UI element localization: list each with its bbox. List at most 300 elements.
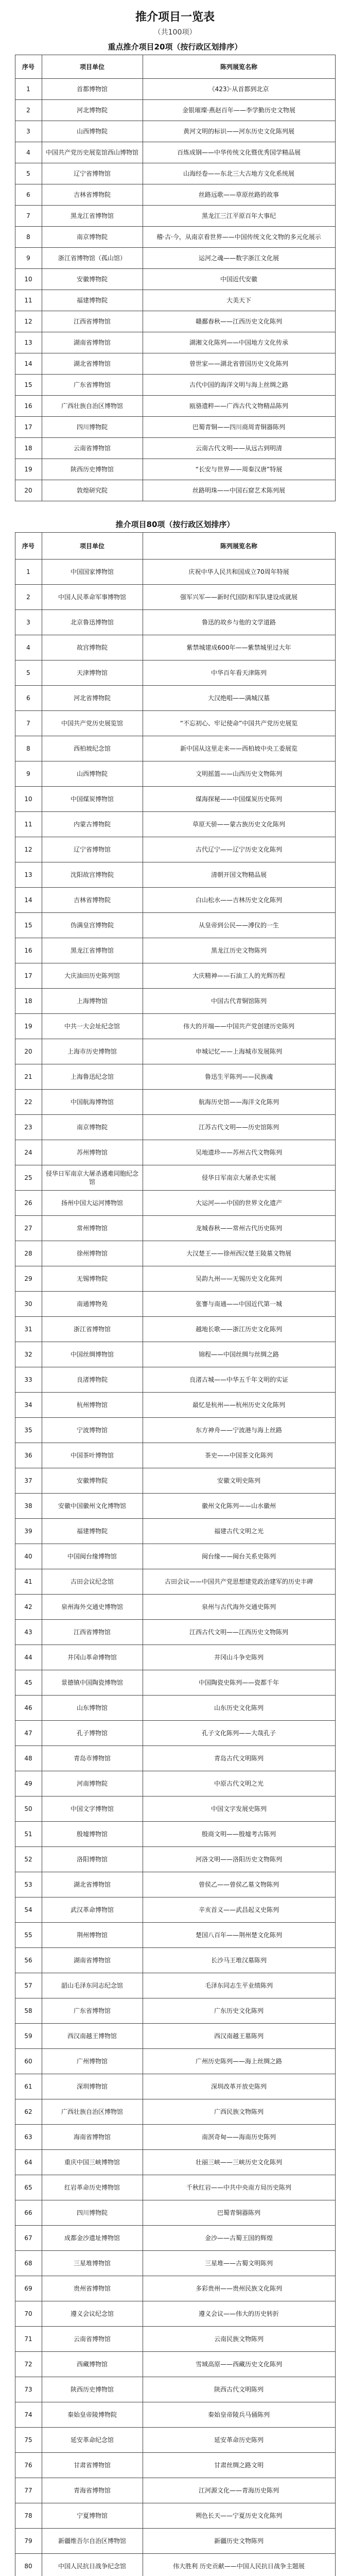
cell-index: 80 <box>15 2554 42 2576</box>
table-row <box>15 1140 335 1165</box>
table-row <box>15 1191 335 1216</box>
cell-unit: 青岛市博物馆 <box>42 1746 143 1771</box>
cell-exhibition: 黑龙江历史文物陈列 <box>143 938 335 963</box>
cell-exhibition: 遵义会议——伟大的历史转折 <box>143 2301 335 2327</box>
cell-unit: 辽宁省博物馆 <box>42 837 143 862</box>
cell-exhibition: 伟大的开端——中国共产党创建历史陈列 <box>143 1014 335 1039</box>
cell-exhibition: 文明摇篮——山西历史文物陈列 <box>143 761 335 787</box>
cell-index: 37 <box>15 1468 42 1494</box>
table-row <box>15 1342 335 1367</box>
table-row <box>15 2226 335 2251</box>
cell-unit: 海南省博物馆 <box>42 2125 143 2150</box>
table-row <box>15 353 335 375</box>
cell-exhibition: 东方神舟——宁波港与海上丝路 <box>143 1418 335 1443</box>
cell-unit: 山西博物院 <box>42 121 143 142</box>
cell-index: 14 <box>15 888 42 913</box>
cell-index: 39 <box>15 1519 42 1544</box>
cell-index: 47 <box>15 1721 42 1746</box>
table-row <box>15 2251 335 2276</box>
table-row <box>15 560 335 585</box>
cell-unit: 井冈山革命博物馆 <box>42 1645 143 1670</box>
cell-unit: 甘肃省博物馆 <box>42 2453 143 2478</box>
table-row <box>15 417 335 438</box>
cell-exhibition: 中国近代安徽 <box>143 269 335 290</box>
cell-index: 17 <box>15 417 42 438</box>
table-row <box>15 2200 335 2226</box>
cell-unit: 云南省博物馆 <box>42 2327 143 2352</box>
cell-unit: 苏州博物馆 <box>42 1140 143 1165</box>
cell-unit: 徐州博物馆 <box>42 1241 143 1266</box>
cell-unit: 陕西历史博物馆 <box>42 459 143 480</box>
cell-index: 12 <box>15 311 42 332</box>
cell-exhibition: 深圳改革开放史陈列 <box>143 2074 335 2099</box>
cell-unit: 浙江省博物馆 <box>42 1317 143 1342</box>
cell-unit: 西柏坡纪念馆 <box>42 736 143 761</box>
cell-unit: 良渚博物院 <box>42 1367 143 1393</box>
cell-index: 24 <box>15 1140 42 1165</box>
cell-index: 65 <box>15 2175 42 2200</box>
cell-index: 23 <box>15 1115 42 1140</box>
cell-index: 69 <box>15 2276 42 2301</box>
cell-index: 7 <box>15 206 42 227</box>
cell-unit: 广西壮族自治区博物馆 <box>42 2099 143 2125</box>
cell-index: 40 <box>15 1544 42 1569</box>
cell-index: 71 <box>15 2327 42 2352</box>
cell-unit: 无锡博物院 <box>42 1266 143 1292</box>
cell-unit: 荆州博物馆 <box>42 1923 143 1948</box>
cell-exhibition: 新疆历史文物陈列 <box>143 2529 335 2554</box>
cell-unit: 上海博物馆 <box>42 989 143 1014</box>
cell-exhibition: 中国陶瓷史陈列——瓷都千年 <box>143 1670 335 1696</box>
cell-exhibition: 长沙马王堆汉墓陈列 <box>143 1948 335 1973</box>
cell-unit: 常州博物馆 <box>42 1216 143 1241</box>
cell-exhibition: 毛泽东同志生平业绩陈列 <box>143 1973 335 1998</box>
cell-index: 19 <box>15 459 42 480</box>
cell-unit: 成都金沙遗址博物馆 <box>42 2226 143 2251</box>
cell-exhibition: 福建古代文明之光 <box>143 1519 335 1544</box>
table-row <box>15 1721 335 1746</box>
cell-index: 30 <box>15 1292 42 1317</box>
cell-index: 1 <box>15 560 42 585</box>
cell-exhibition: 江西古代文明——江西历史文物陈列 <box>143 1620 335 1645</box>
table-row <box>15 1923 335 1948</box>
cell-index: 66 <box>15 2200 42 2226</box>
cell-unit: 贵州省博物馆 <box>42 2276 143 2301</box>
cell-exhibition: 泉州与古代海外交通史陈列 <box>143 1595 335 1620</box>
cell-unit: 中国共产党历史展览馆 <box>42 711 143 736</box>
cell-index: 54 <box>15 1897 42 1923</box>
table-row <box>15 311 335 332</box>
table-row <box>15 989 335 1014</box>
cell-unit: 山西博物院 <box>42 761 143 787</box>
cell-unit: 黑龙江省博物馆 <box>42 938 143 963</box>
cell-unit: 南通博物苑 <box>42 1292 143 1317</box>
cell-exhibition: 张謇与南通——中国近代第一城 <box>143 1292 335 1317</box>
header-exhibition: 陈列展览名称 <box>143 55 335 79</box>
cell-index: 38 <box>15 1494 42 1519</box>
cell-exhibition: 辛亥首义——武昌起义史陈列 <box>143 1897 335 1923</box>
cell-exhibition: 新中国从这里走来——西柏坡中央工委展览 <box>143 736 335 761</box>
cell-exhibition: 运河之魂——数字浙江文化展 <box>143 248 335 269</box>
cell-unit: 上海市历史博物馆 <box>42 1039 143 1064</box>
cell-index: 67 <box>15 2226 42 2251</box>
cell-exhibition: 锦程——中国丝绸与丝绸之路 <box>143 1342 335 1367</box>
cell-index: 22 <box>15 1090 42 1115</box>
cell-exhibition: 大美天下 <box>143 290 335 311</box>
cell-index: 10 <box>15 787 42 812</box>
cell-unit: 新疆维吾尔自治区博物馆 <box>42 2529 143 2554</box>
cell-index: 9 <box>15 248 42 269</box>
cell-unit: 安徽中国徽州文化博物馆 <box>42 1494 143 1519</box>
cell-exhibition: 航海历史馆——海洋文化陈列 <box>143 1090 335 1115</box>
cell-exhibition: 清朝开国文物精品展 <box>143 862 335 888</box>
table-row <box>15 227 335 248</box>
cell-index: 49 <box>15 1771 42 1797</box>
cell-index: 11 <box>15 290 42 311</box>
cell-index: 6 <box>15 686 42 711</box>
cell-index: 36 <box>15 1443 42 1468</box>
cell-unit: 福建博物院 <box>42 1519 143 1544</box>
table-row <box>15 459 335 480</box>
cell-unit: 湖南省博物馆 <box>42 332 143 353</box>
cell-exhibition: 申城记忆——上海城市发展陈列 <box>143 1039 335 1064</box>
table-row <box>15 1696 335 1721</box>
table-row <box>15 1367 335 1393</box>
cell-exhibition: 紫禁城建成600年——紫禁城里过大年 <box>143 635 335 660</box>
cell-exhibition: 广州历史陈列——海上丝绸之路 <box>143 2049 335 2074</box>
cell-unit: 洛阳博物馆 <box>42 1847 143 1872</box>
cell-exhibition: 延安革命历史陈列 <box>143 2428 335 2453</box>
cell-index: 11 <box>15 812 42 837</box>
cell-index: 57 <box>15 1973 42 1998</box>
cell-unit: 中国茶叶博物馆 <box>42 1443 143 1468</box>
cell-exhibition: 白山松水——吉林历史文化陈列 <box>143 888 335 913</box>
cell-exhibition: 曾世家——湖北省曾国历史文化陈列 <box>143 353 335 375</box>
cell-unit: 深圳博物馆 <box>42 2074 143 2099</box>
cell-exhibition: 山东历史文化陈列 <box>143 1696 335 1721</box>
cell-exhibition: 黑龙江三江平原百年大事纪 <box>143 206 335 227</box>
header-index: 序号 <box>15 55 42 79</box>
cell-unit: 伪满皇宫博物院 <box>42 913 143 938</box>
cell-index: 42 <box>15 1595 42 1620</box>
cell-exhibition: “不忘初心、牢记使命”中国共产党历史展览 <box>143 711 335 736</box>
table-row <box>15 100 335 121</box>
table-row <box>15 2327 335 2352</box>
table-row <box>15 2402 335 2428</box>
cell-exhibition: 中华百年看天津陈列 <box>143 660 335 686</box>
cell-index: 48 <box>15 1746 42 1771</box>
cell-unit: 西藏博物馆 <box>42 2352 143 2377</box>
table-row <box>15 2529 335 2554</box>
cell-exhibition: 吴地遗珍——苏州古代文物陈列 <box>143 1140 335 1165</box>
cell-unit: 黑龙江省博物馆 <box>42 206 143 227</box>
table-row <box>15 480 335 501</box>
cell-unit: 山东博物馆 <box>42 1696 143 1721</box>
cell-exhibition: 黄河文明的标识——河东历史文化陈列展 <box>143 121 335 142</box>
cell-exhibition: 南溟奇甸——海南历史陈列 <box>143 2125 335 2150</box>
cell-index: 77 <box>15 2478 42 2503</box>
cell-exhibition: 古代中国的海洋文明与海上丝绸之路 <box>143 375 335 396</box>
cell-exhibition: 鲁迅的故乡与他的文学道路 <box>143 610 335 635</box>
table-header-row <box>15 533 335 560</box>
cell-index: 1 <box>15 79 42 100</box>
cell-exhibition: 伟大胜利 历史贡献——中国人民抗日战争主题展 <box>143 2554 335 2576</box>
cell-unit: 安徽博物院 <box>42 1468 143 1494</box>
table-row <box>15 2554 335 2576</box>
table-row <box>15 1064 335 1090</box>
table-row <box>15 2125 335 2150</box>
cell-exhibition: 多彩贵州——贵州民族文化陈列 <box>143 2276 335 2301</box>
projects-table <box>15 532 336 2576</box>
cell-exhibition: 中国文字发展史陈列 <box>143 1797 335 1822</box>
table-row <box>15 1090 335 1115</box>
cell-index: 27 <box>15 1216 42 1241</box>
header-unit: 项目单位 <box>42 55 143 79</box>
cell-exhibition: 古代辽宁——辽宁历史文化陈列 <box>143 837 335 862</box>
cell-exhibition: 良渚古城——中华五千年文明的实证 <box>143 1367 335 1393</box>
table-row <box>15 1468 335 1494</box>
cell-unit: 南京博物院 <box>42 1115 143 1140</box>
cell-index: 60 <box>15 2049 42 2074</box>
table-row <box>15 1998 335 2024</box>
cell-exhibition: 百炼成钢——中华传统文化暨优秀国学精品展 <box>143 142 335 163</box>
table-row <box>15 332 335 353</box>
cell-index: 76 <box>15 2453 42 2478</box>
cell-unit: 杭州博物馆 <box>42 1393 143 1418</box>
cell-index: 32 <box>15 1342 42 1367</box>
table-row <box>15 585 335 610</box>
table-row <box>15 2024 335 2049</box>
table-row <box>15 1771 335 1797</box>
cell-unit: 孔子博物馆 <box>42 1721 143 1746</box>
cell-unit: 广东省博物馆 <box>42 1998 143 2024</box>
cell-index: 41 <box>15 1569 42 1595</box>
cell-index: 58 <box>15 1998 42 2024</box>
cell-exhibition: 大汉楚王——徐州西汉楚王陵墓文物展 <box>143 1241 335 1266</box>
table-row <box>15 1266 335 1292</box>
cell-index: 20 <box>15 480 42 501</box>
cell-exhibition: 青岛古代文明陈列 <box>143 1746 335 1771</box>
cell-unit: 湖南省博物馆 <box>42 1948 143 1973</box>
cell-exhibition: 殷商文明——殷墟考古陈列 <box>143 1822 335 1847</box>
table-row <box>15 1569 335 1595</box>
cell-unit: 江西省博物馆 <box>42 1620 143 1645</box>
cell-index: 31 <box>15 1317 42 1342</box>
cell-index: 10 <box>15 269 42 290</box>
cell-exhibition: 鲁迅生平陈列——民族魂 <box>143 1064 335 1090</box>
table-row <box>15 1948 335 1973</box>
cell-exhibition: 金银璀璨·燕赵百年——李学勤历史文物展 <box>143 100 335 121</box>
cell-exhibition: 从皇帝到公民——溥仪的一生 <box>143 913 335 938</box>
cell-exhibition: 朔色长天——宁夏历史文化陈列 <box>143 2503 335 2529</box>
cell-index: 45 <box>15 1670 42 1696</box>
cell-index: 4 <box>15 635 42 660</box>
cell-unit: 四川博物院 <box>42 417 143 438</box>
cell-exhibition: 金沙——古蜀王国的辉煌 <box>143 2226 335 2251</box>
cell-unit: 河南博物院 <box>42 1771 143 1797</box>
cell-unit: 延安革命纪念馆 <box>42 2428 143 2453</box>
cell-exhibition: 广西民族文物陈列 <box>143 2099 335 2125</box>
table-row <box>15 121 335 142</box>
cell-unit: 吉林省博物院 <box>42 184 143 206</box>
cell-exhibition: 陕西古代文明陈列 <box>143 2377 335 2402</box>
cell-exhibition: 强军兴军——新时代国防和军队建设成就展 <box>143 585 335 610</box>
section1-title: 重点推介项目20项（按行政区划排序） <box>108 42 242 52</box>
cell-exhibition: 巴蜀青铜——四川商周青铜器陈列 <box>143 417 335 438</box>
cell-index: 3 <box>15 121 42 142</box>
table-row <box>15 2301 335 2327</box>
cell-exhibition: 吴韵九州——无锡历史文化陈列 <box>143 1266 335 1292</box>
section2-title: 推介项目80项（按行政区划排序） <box>115 520 235 529</box>
cell-index: 70 <box>15 2301 42 2327</box>
cell-index: 43 <box>15 1620 42 1645</box>
table-row <box>15 142 335 163</box>
cell-exhibition: 山海经卷——东北三大古地方文化系统展 <box>143 163 335 184</box>
cell-index: 13 <box>15 332 42 353</box>
cell-index: 21 <box>15 1064 42 1090</box>
cell-unit: 辽宁省博物馆 <box>42 163 143 184</box>
cell-exhibition: 井冈山斗争史陈列 <box>143 1645 335 1670</box>
table-row <box>15 1014 335 1039</box>
table-row <box>15 1519 335 1544</box>
cell-unit: 中国煤炭博物馆 <box>42 787 143 812</box>
table-row <box>15 2175 335 2200</box>
cell-exhibition: 煤海探秘——中国煤炭历史陈列 <box>143 787 335 812</box>
cell-exhibition: 曾侯乙——曾侯乙墓文物陈列 <box>143 1872 335 1897</box>
table-row <box>15 269 335 290</box>
cell-index: 20 <box>15 1039 42 1064</box>
cell-index: 5 <box>15 163 42 184</box>
cell-unit: 中国航海博物馆 <box>42 1090 143 1115</box>
cell-index: 51 <box>15 1822 42 1847</box>
table-row <box>15 290 335 311</box>
cell-unit: 重庆中国三峡博物馆 <box>42 2150 143 2175</box>
cell-unit: 中国丝绸博物馆 <box>42 1342 143 1367</box>
table-row <box>15 862 335 888</box>
cell-index: 52 <box>15 1847 42 1872</box>
cell-exhibition: 广东历史文化陈列 <box>143 1998 335 2024</box>
cell-exhibition: 巴蜀青铜器陈列 <box>143 2200 335 2226</box>
cell-exhibition: 草原天骄——蒙古族历史文化陈列 <box>143 812 335 837</box>
cell-unit: 中国文字博物馆 <box>42 1797 143 1822</box>
cell-exhibition: 中国古代青铜馆陈列 <box>143 989 335 1014</box>
cell-index: 63 <box>15 2125 42 2150</box>
cell-unit: 吉林省博物院 <box>42 888 143 913</box>
table-row <box>15 396 335 417</box>
table-row <box>15 1039 335 1064</box>
cell-unit: 中国人民革命军事博物馆 <box>42 585 143 610</box>
table-row <box>15 1494 335 1519</box>
table-row <box>15 375 335 396</box>
cell-index: 78 <box>15 2503 42 2529</box>
cell-exhibition: 西汉南越王墓陈列 <box>143 2024 335 2049</box>
cell-unit: 古田会议纪念馆 <box>42 1569 143 1595</box>
cell-unit: 河北博物院 <box>42 100 143 121</box>
table-row <box>15 2276 335 2301</box>
cell-index: 56 <box>15 1948 42 1973</box>
cell-unit: 宁夏博物馆 <box>42 2503 143 2529</box>
table-row <box>15 2049 335 2074</box>
table-row <box>15 938 335 963</box>
cell-index: 18 <box>15 438 42 459</box>
cell-exhibition: 丝路明珠——中国石窟艺术陈列展 <box>143 480 335 501</box>
cell-unit: 福建博物院 <box>42 290 143 311</box>
cell-index: 17 <box>15 963 42 989</box>
cell-index: 55 <box>15 1923 42 1948</box>
cell-exhibition: 稽·古·今，从南京看世界——中国传统文化文物的多元化展示 <box>143 227 335 248</box>
cell-unit: 中共一大会址纪念馆 <box>42 1014 143 1039</box>
table-row <box>15 1115 335 1140</box>
header-index: 序号 <box>15 533 42 560</box>
table-row <box>15 812 335 837</box>
header-unit: 项目单位 <box>42 533 143 560</box>
cell-exhibition: 龙城春秋——常州古代历史陈列 <box>143 1216 335 1241</box>
cell-index: 72 <box>15 2352 42 2377</box>
cell-index: 2 <box>15 585 42 610</box>
cell-unit: 广州博物馆 <box>42 2049 143 2074</box>
cell-index: 28 <box>15 1241 42 1266</box>
table-row <box>15 761 335 787</box>
cell-exhibition: 大庆精神——石油工人的光辉历程 <box>143 963 335 989</box>
cell-exhibition: 安徽文明史陈列 <box>143 1468 335 1494</box>
cell-index: 15 <box>15 375 42 396</box>
cell-index: 62 <box>15 2099 42 2125</box>
cell-index: 26 <box>15 1191 42 1216</box>
cell-index: 34 <box>15 1393 42 1418</box>
cell-unit: 南京博物院 <box>42 227 143 248</box>
table-header-row <box>15 55 335 79</box>
table-row <box>15 837 335 862</box>
cell-index: 61 <box>15 2074 42 2099</box>
table-row <box>15 1317 335 1342</box>
cell-unit: 湖北省博物馆 <box>42 353 143 375</box>
cell-index: 44 <box>15 1645 42 1670</box>
cell-exhibition: 越地长歌——浙江历史文化陈列 <box>143 1317 335 1342</box>
cell-index: 73 <box>15 2377 42 2402</box>
cell-unit: 安徽博物院 <box>42 269 143 290</box>
cell-index: 79 <box>15 2529 42 2554</box>
table-row <box>15 438 335 459</box>
cell-index: 8 <box>15 736 42 761</box>
cell-index: 68 <box>15 2251 42 2276</box>
cell-unit: 中国闽台缘博物馆 <box>42 1544 143 1569</box>
cell-exhibition: 三星堆——古蜀文明陈列 <box>143 2251 335 2276</box>
cell-exhibition: 徽州文化陈列——山水徽州 <box>143 1494 335 1519</box>
cell-unit: 中国人民抗日战争纪念馆 <box>42 2554 143 2576</box>
document-title: 推介项目一览表 <box>135 11 215 24</box>
table-row <box>15 1292 335 1317</box>
table-row <box>15 610 335 635</box>
key-projects-table <box>15 55 336 501</box>
table-row <box>15 686 335 711</box>
cell-unit: 秦始皇帝陵博物院 <box>42 2402 143 2428</box>
table-row <box>15 79 335 100</box>
table-row <box>15 1443 335 1468</box>
table-row <box>15 2478 335 2503</box>
cell-exhibition: 赣鄱春秋——江西历史文化陈列 <box>143 311 335 332</box>
cell-index: 53 <box>15 1872 42 1897</box>
cell-unit: 中国共产党历史展览馆西山博物馆 <box>42 142 143 163</box>
table-row <box>15 1822 335 1847</box>
table-row <box>15 1872 335 1897</box>
cell-index: 19 <box>15 1014 42 1039</box>
cell-unit: 红岩革命历史博物馆 <box>42 2175 143 2200</box>
cell-unit: 青海省博物馆 <box>42 2478 143 2503</box>
cell-index: 64 <box>15 2150 42 2175</box>
cell-unit: 大庆油田历史陈列馆 <box>42 963 143 989</box>
cell-unit: 故宫博物院 <box>42 635 143 660</box>
cell-exhibition: 侵华日军南京大屠杀史实展 <box>143 1165 335 1191</box>
